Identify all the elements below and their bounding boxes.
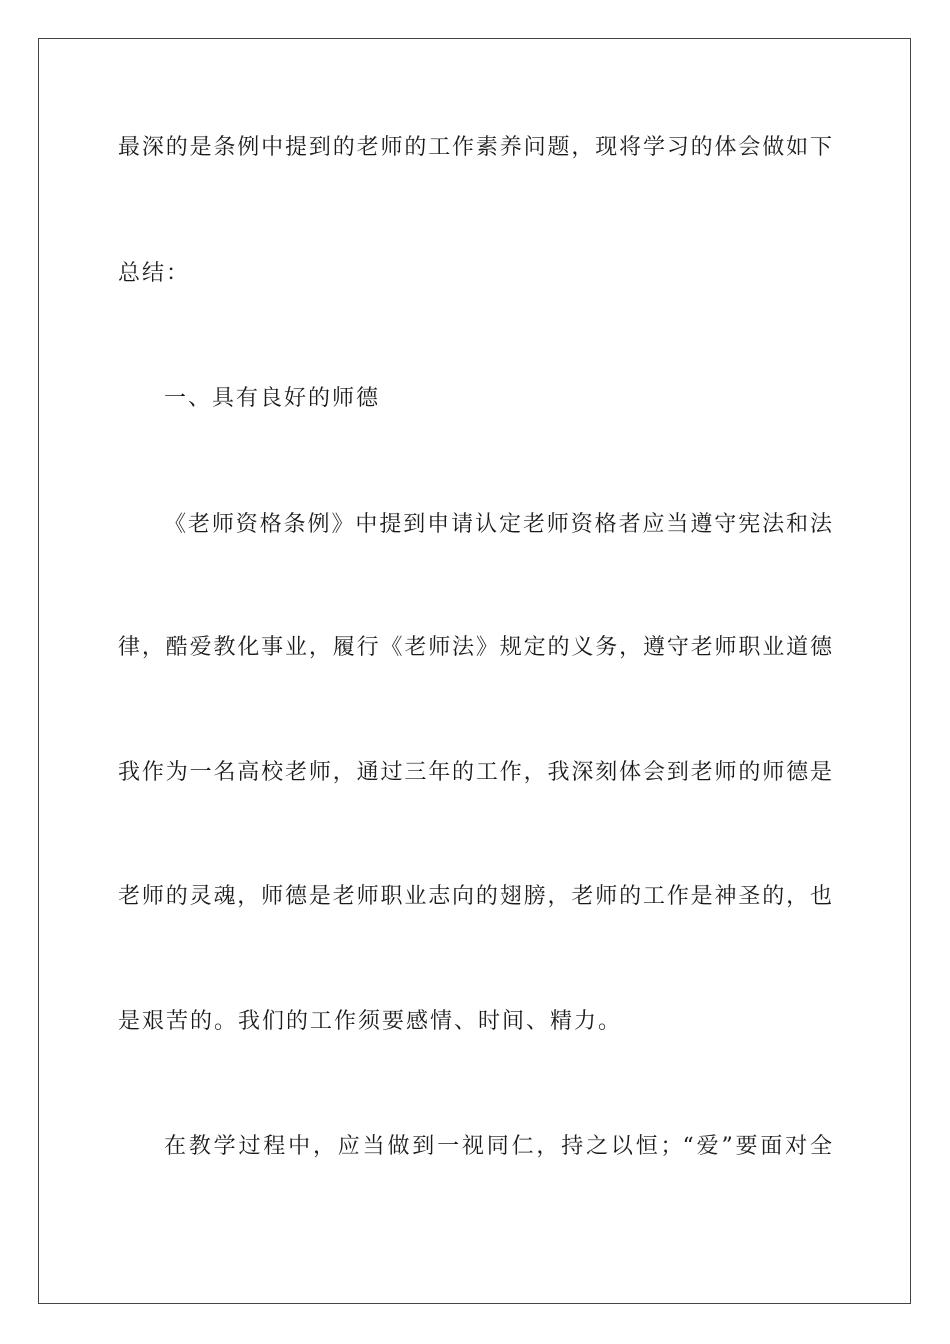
- paragraph-line: 总结：: [118, 261, 191, 286]
- section-heading: 一、具有良好的师德: [164, 386, 381, 411]
- paragraph-line: 律，酷爱教化事业，履行《老师法》规定的义务，遵守老师职业道德: [118, 635, 832, 660]
- paragraph-line: 在教学过程中，应当做到一视同仁，持之以恒；“爱”要面对全: [164, 1134, 832, 1159]
- page-border: [38, 38, 911, 1304]
- paragraph-line: 我作为一名高校老师，通过三年的工作，我深刻体会到老师的师德是: [118, 760, 832, 785]
- paragraph-line: 最深的是条例中提到的老师的工作素养问题，现将学习的体会做如下: [118, 135, 832, 160]
- paragraph-line: 是艰苦的。我们的工作须要感情、时间、精力。: [118, 1009, 623, 1034]
- paragraph-line: 老师的灵魂，师德是老师职业志向的翅膀，老师的工作是神圣的，也: [118, 884, 832, 909]
- paragraph-line: 《老师资格条例》中提到申请认定老师资格者应当遵守宪法和法: [164, 512, 832, 537]
